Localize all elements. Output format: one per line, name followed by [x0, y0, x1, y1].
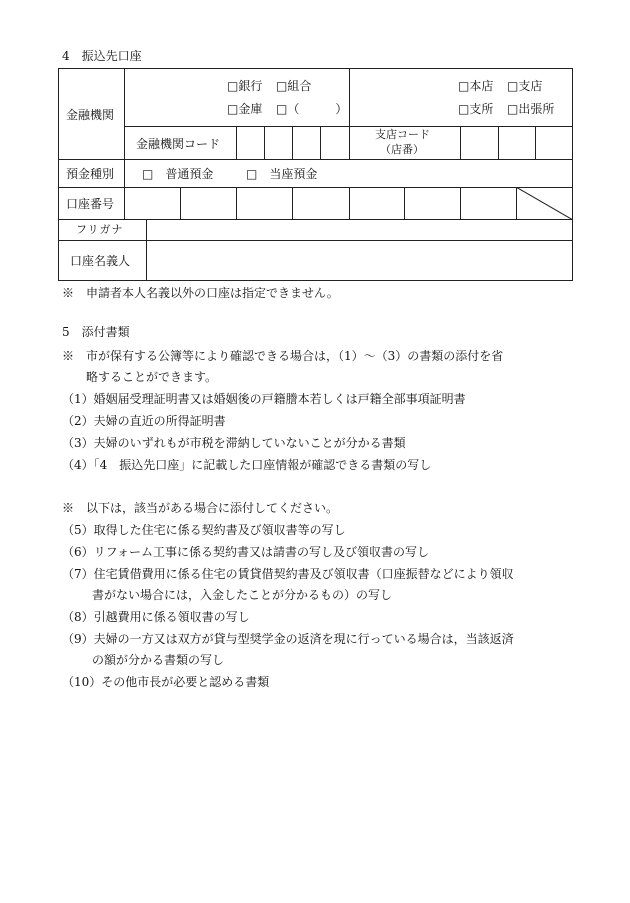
list-item: （7）住宅賃借費用に係る住宅の賃貸借契約書及び領収書（口座振替などにより領収	[62, 567, 514, 581]
checkbox-other[interactable]: □（ ）	[276, 102, 348, 116]
checkbox-current-deposit[interactable]: □ 当座預金	[246, 167, 318, 181]
list-item: （5）取得した住宅に係る契約書及び領収書等の写し	[62, 523, 346, 537]
section5-note2: ※ 以下は，該当がある場合に添付してください。	[62, 501, 339, 515]
section5-intro-2: 略することができます。	[86, 370, 218, 384]
account-note: ※ 申請者本人名義以外の口座は指定できません。	[62, 286, 339, 300]
section4-heading: 4 振込先口座	[62, 49, 142, 63]
list-item: （6）リフォーム工事に係る契約書又は請書の写し及び領収書の写し	[62, 545, 430, 559]
checkbox-sub-branch[interactable]: □支所	[458, 102, 494, 116]
checkbox-union[interactable]: □組合	[276, 79, 312, 93]
checkbox-branch[interactable]: □支店	[507, 79, 543, 93]
list-item: （1）婚姻届受理証明書又は婚姻後の戸籍謄本若しくは戸籍全部事項証明書	[62, 392, 466, 406]
list-item: （9）夫婦の一方又は双方が貸与型奨学金の返済を現に行っている場合は，当該返済	[62, 632, 514, 646]
account-holder-label: 口座名義人	[70, 254, 131, 268]
checkbox-head-office[interactable]: □本店	[458, 79, 494, 93]
section5-intro-1: ※ 市が保有する公簿等により確認できる場合は，（1）～（3）の書類の添付を省	[62, 349, 504, 363]
list-item: （8）引越費用に係る領収書の写し	[62, 610, 250, 624]
checkbox-shinkin[interactable]: □金庫	[227, 102, 263, 116]
deposit-type-label: 預金種別	[66, 167, 115, 181]
list-item: （2）夫婦の直近の所得証明書	[62, 414, 226, 428]
diagonal-slash	[516, 187, 573, 220]
list-item: （10）その他市長が必要と認める書類	[62, 675, 270, 689]
section5-heading: 5 添付書類	[62, 325, 130, 339]
branch-code-sub: （店番）	[380, 143, 424, 156]
list-item: （4）「4 振込先口座」に記載した口座情報が確認できる書類の写し	[62, 458, 432, 472]
checkbox-outpost[interactable]: □出張所	[507, 102, 555, 116]
institution-code-label: 金融機関コード	[136, 137, 221, 151]
branch-code-label: 支店コード	[375, 128, 430, 141]
checkbox-bank[interactable]: □銀行	[227, 79, 263, 93]
list-item-continuation: 書がない場合には，入金したことが分かるもの）の写し	[92, 588, 393, 602]
list-item-continuation: の額が分かる書類の写し	[92, 653, 225, 667]
furigana-label: フリガナ	[76, 223, 124, 236]
institution-label: 金融機関	[66, 108, 115, 122]
checkbox-ordinary-deposit[interactable]: □ 普通預金	[142, 167, 214, 181]
list-item: （3）夫婦のいずれもが市税を滞納していないことが分かる書類	[62, 436, 406, 450]
account-number-label: 口座番号	[66, 197, 115, 211]
